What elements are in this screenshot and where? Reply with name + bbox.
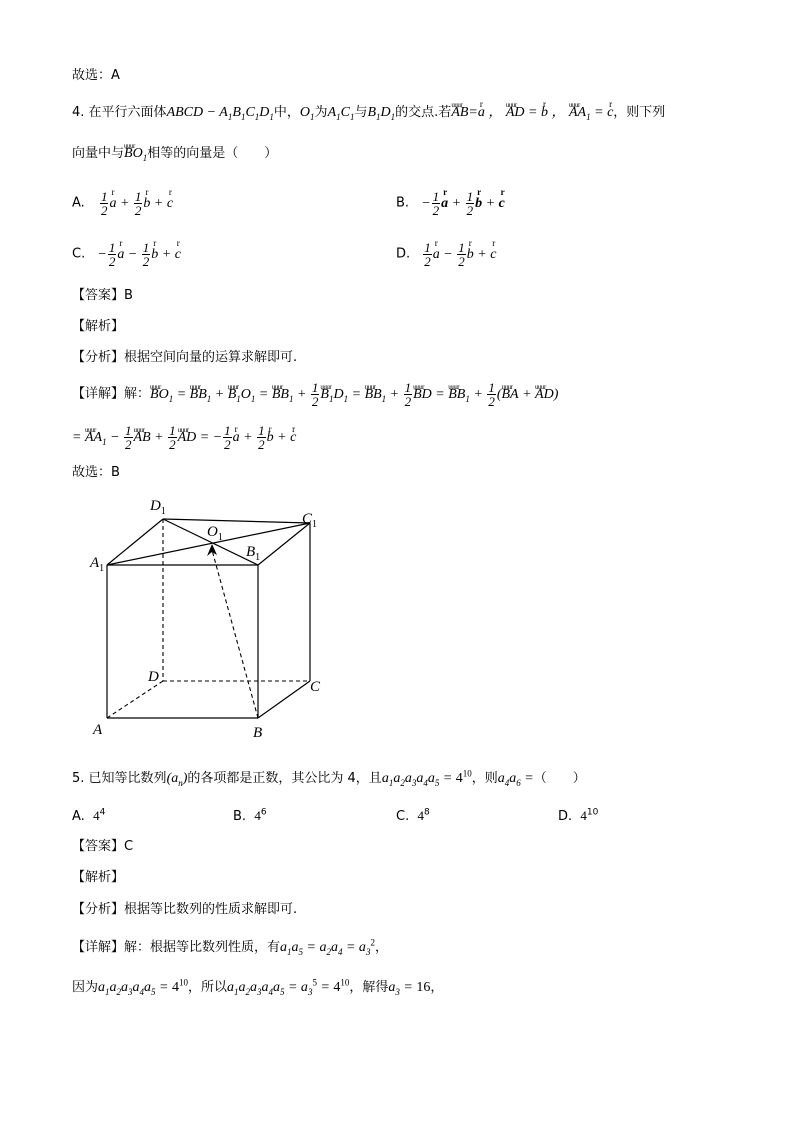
option-c-label: C.: [72, 246, 86, 262]
q4-stem-line2: [72, 145, 277, 163]
label-c1: $C_1$: [302, 511, 318, 530]
q4-text4: 与: [354, 105, 368, 120]
q4-text1: 在平行六面体: [88, 105, 167, 120]
q4-bo1: uuur $BO_1$: [124, 146, 147, 161]
answer-value: B: [124, 288, 133, 303]
q5-detail1: 解：根据等比数列性质，有: [124, 940, 281, 955]
label-o1: $O_1$: [207, 524, 223, 543]
q4-option-c[interactable]: C. − $\frac{1}{2}$ r a − $\frac{1}{2}$ r b + r c: [72, 241, 181, 268]
q5-property: $a_1a_5 = a_2a_4 = a_3^2$: [280, 937, 375, 957]
q5-opt-a-label: A.: [72, 809, 85, 824]
q4-option-b[interactable]: B. − $\frac{1}{2}$ r a + $\frac{1}{2}$ r b + r c: [396, 190, 505, 217]
q5-result: $a_3 = 16$: [388, 980, 431, 997]
q5-opt-d-label: D.: [558, 809, 573, 824]
edge-ad-hidden: [107, 681, 163, 718]
q4-line2a: 向量中与: [72, 146, 125, 161]
q5-text1: 已知等比数列: [88, 771, 167, 786]
q5-product: $a_1a_2a_3a_4a_5 = 4^{10}$: [381, 768, 472, 788]
q4-derivation2: = uuur $AA_1$ − $\frac{1}{2}$ uuur AB + $\frac{1}{2}$ uuur AD = − $\frac{1}{2}$ r a + $\frac{1}{2}$ r b + r c: [72, 430, 296, 445]
edge-a1d1: [107, 519, 163, 565]
comma-1: ，: [374, 940, 388, 955]
q4-derivation1: uuur $BO_1$ = uuur $BB_1$ + uuur $B_1O_1$ = uuur $BB_1$ + $\frac{1}{2}$ uuur $B_1D_1$ = uuur $BB_1$ + $\frac{1}{2}$ uuur BD = uuur $BB_1$ + $\frac{1}{2}$ (uuur BA + uuur AD): [150, 387, 558, 402]
q4-number: 4.: [72, 105, 85, 120]
q5-detail-line2: [72, 979, 443, 997]
q5-number: 5.: [72, 771, 85, 786]
q4-answer: [72, 287, 133, 305]
q5-detail-line1: [72, 939, 388, 957]
jie-label: 解：: [124, 386, 151, 402]
q4-choice: 故选：B: [72, 465, 120, 480]
q4-text6: ，则下列: [613, 105, 666, 120]
q4-fenxi: [72, 349, 297, 367]
q4-stem-line1: [72, 104, 665, 122]
label-a: A: [93, 722, 103, 738]
q5-fenxi: [72, 901, 297, 919]
prev-choice: 故选：A: [72, 68, 120, 83]
q4-text5: 的交点.若: [395, 105, 452, 120]
label-d1: $D_1$: [150, 498, 166, 517]
label-b: B: [253, 725, 263, 741]
q5-target: $a_4a_6$ =: [497, 771, 534, 788]
q5-opt-c-label: C.: [396, 809, 410, 824]
option-a-label: A.: [72, 195, 85, 211]
q5-fenxi-label: 【分析】: [72, 902, 125, 917]
q4-solid: ABCD − $A_1B_1C_1D_1$: [166, 105, 274, 122]
q4-a1c1: $A_1C_1$: [327, 105, 355, 122]
edge-d1c1: [163, 519, 310, 523]
q4-line2b: 相等的向量是（ ）: [147, 146, 278, 161]
q5-detail2a: 因为: [72, 980, 99, 995]
xiangjie-label: 【详解】: [72, 386, 125, 402]
q5-detail2c: ，解得: [349, 980, 389, 995]
q5-analysis-heading: 【解析】: [72, 870, 125, 885]
label-c: C: [310, 679, 321, 695]
label-d: D: [148, 669, 159, 685]
q5-answer-label: 【答案】: [72, 839, 125, 854]
comma-2: ，: [430, 980, 444, 995]
answer-label: 【答案】: [72, 288, 125, 303]
q4-detail-line2: [72, 424, 296, 451]
q4-text2: 中，: [273, 105, 300, 120]
q4-given: uuur AB=r a ， uuur AD = r b ， uuur $AA_1 = r$ c: [451, 105, 613, 120]
q5-xiangjie-label: 【详解】: [72, 940, 125, 955]
q4-option-a[interactable]: A. $\frac{1}{2}$ r a + $\frac{1}{2}$ r b + r c: [72, 190, 173, 217]
label-a1: $A_1$: [90, 555, 105, 574]
option-b-label: B.: [396, 195, 410, 211]
q4-detail-line1: [72, 381, 558, 408]
q5-option-a[interactable]: A. $4^4$: [72, 807, 106, 824]
q5-text3: ，则: [471, 771, 498, 786]
fenxi-label: 【分析】: [72, 350, 125, 365]
q5-answer: [72, 838, 133, 856]
parallelepiped-figure: [88, 496, 348, 746]
q5-sequence: $(a_n)$: [166, 771, 188, 788]
q5-text2: 的各项都是正数，其公比为 4，且: [187, 771, 382, 786]
q5-answer-value: C: [124, 839, 134, 854]
fenxi-text: 根据空间向量的运算求解即可.: [124, 350, 298, 365]
edge-b1c1: [258, 523, 310, 565]
q5-option-b[interactable]: B. $4^6$: [233, 807, 267, 824]
label-b1: $B_1$: [246, 544, 261, 563]
q5-fenxi-text: 根据等比数列的性质求解即可.: [124, 902, 298, 917]
q5-eq1: $a_1a_2a_3a_4a_5 = 4^{10}$: [98, 977, 188, 997]
q5-option-d[interactable]: D. $4^{10}$: [558, 807, 599, 824]
q5-stem: [72, 770, 586, 788]
q5-detail2b: ，所以: [187, 980, 227, 995]
option-d-label: D.: [396, 246, 411, 262]
vector-arrowhead: [207, 544, 217, 556]
q5-text4: （ ）: [533, 771, 586, 786]
q4-o1: $O_1$: [299, 105, 315, 122]
vector-bo1: [212, 550, 258, 718]
q4-analysis-heading: 【解析】: [72, 319, 125, 334]
q5-eq2: $a_1a_2a_3a_4a_5 = a_3^5 = 4^{10}$: [226, 977, 350, 997]
q4-option-d[interactable]: D. $\frac{1}{2}$ r a − $\frac{1}{2}$ r b + r c: [396, 241, 496, 268]
q5-option-c[interactable]: C. $4^8$: [396, 807, 430, 824]
edge-bc: [258, 681, 310, 718]
q4-text3: 为: [314, 105, 328, 120]
q4-b1d1: $B_1D_1$: [367, 105, 396, 122]
q5-opt-b-label: B.: [233, 809, 247, 824]
